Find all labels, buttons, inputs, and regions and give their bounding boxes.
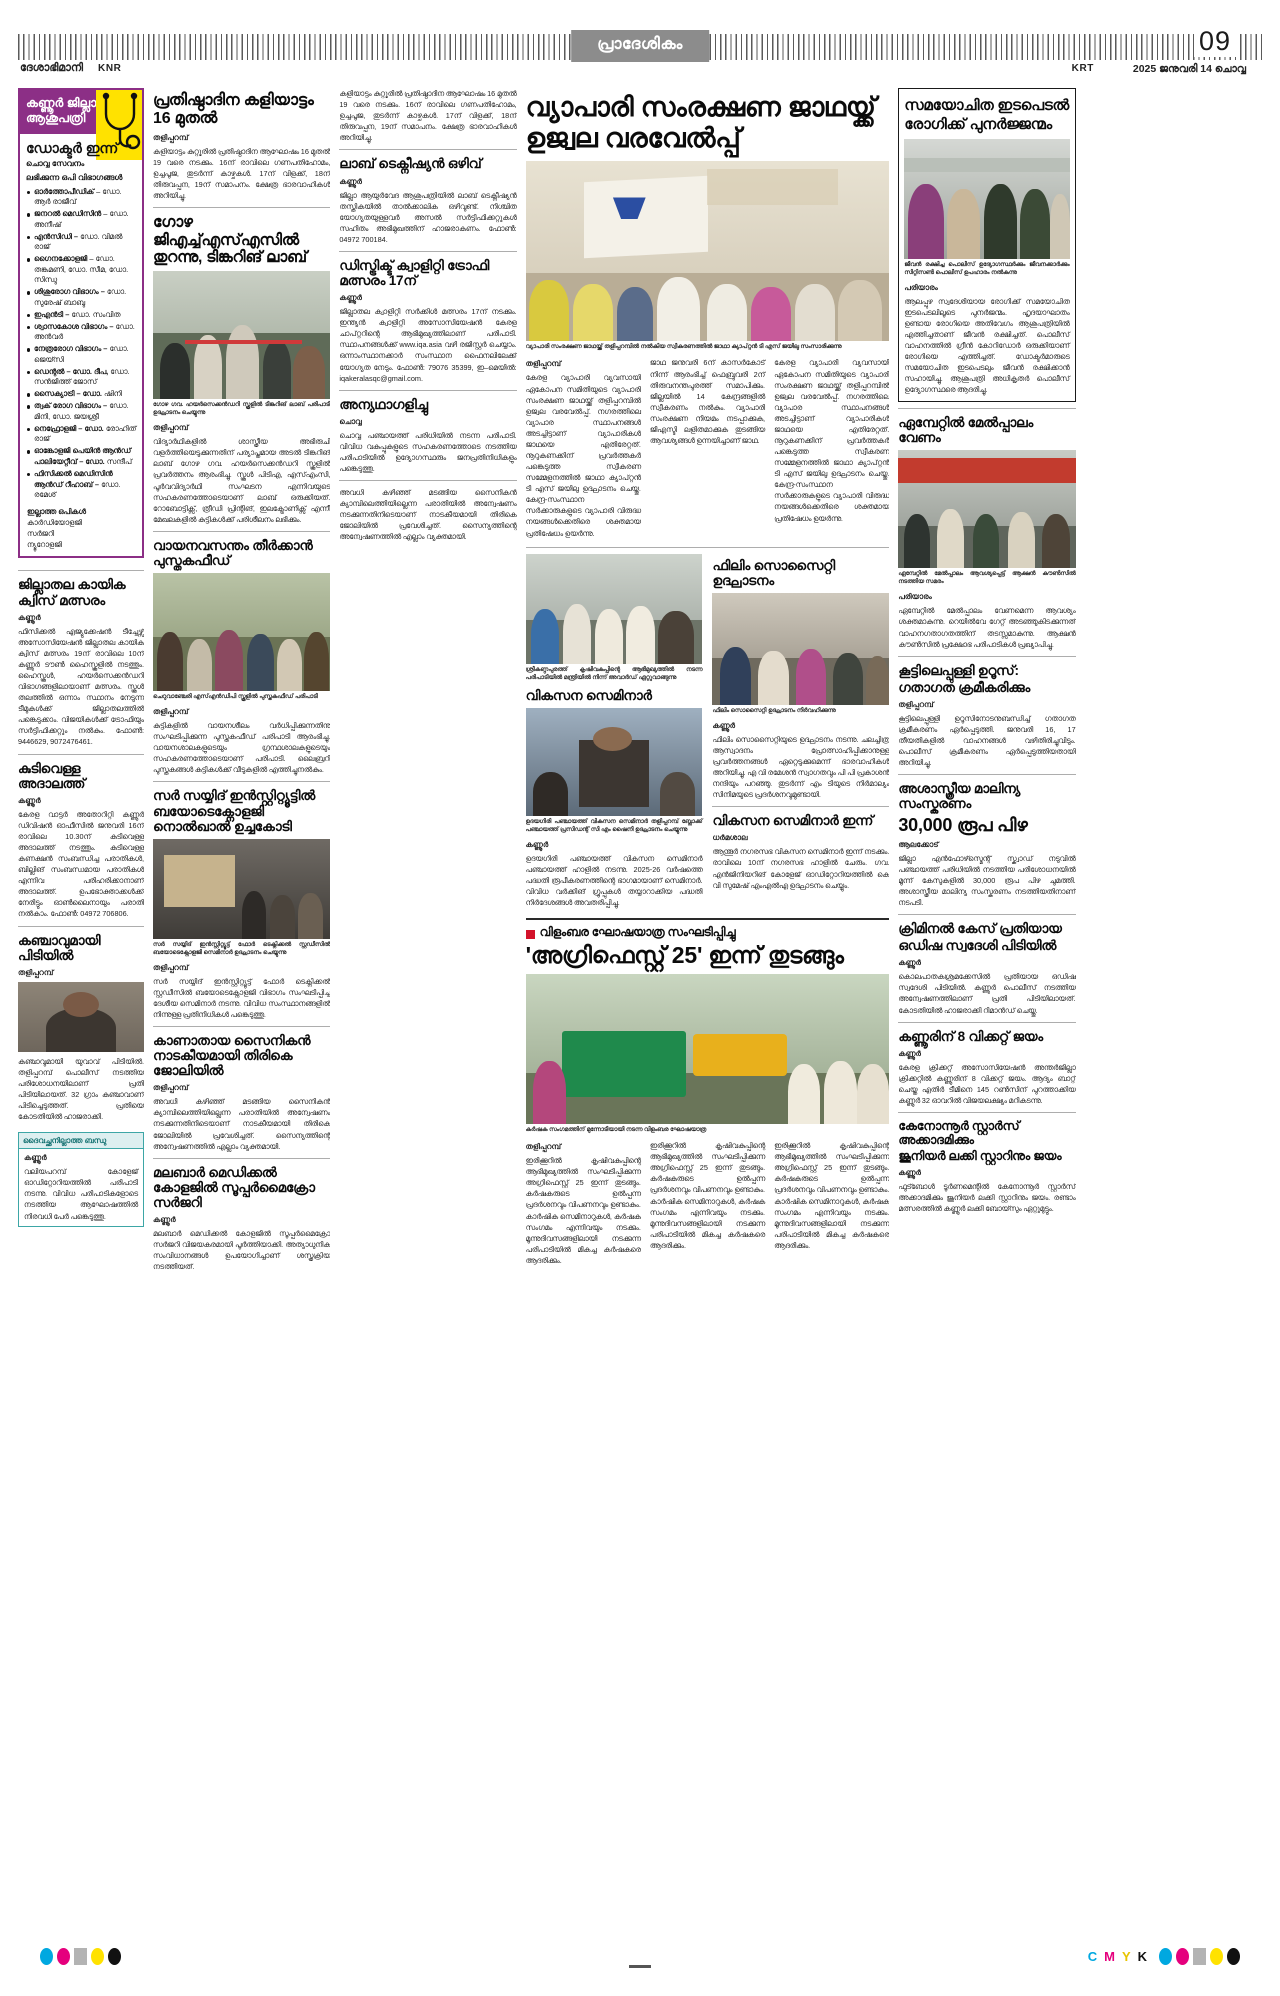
article-body: ആന്തൂർ നഗരസഭ വികസന സെമിനാർ ഇന്ന് നടക്കും. രാവിലെ 10ന് നഗരസഭ ഹാളിൽ ചേരും. ഗവ. എൻജിനിയറിങ് കോളേജ് ഓഡിറ്റോറിയത്തിൽ കെ വി സുമേഷ് എംഎൽഎ ഉദ്ഘാടനം ചെയ്യും. (712, 847, 890, 890)
article-photo (526, 554, 703, 664)
article-waste-fine (898, 781, 1075, 908)
doctor-box (18, 88, 144, 558)
article-quality-trophy (339, 258, 516, 384)
photo-caption: വ്യാപാരി സംരക്ഷണ ജാഥയ്ക്ക് തളിപ്പറമ്പിൽ നൽകിയ സ്വീകരണത്തിൽ ജാഥാ ക്യാപ്റ്റൻ ടി എസ് ജയിലു സംസാരിക്കുന്നു (525, 344, 842, 351)
notice-body: വലിയപറമ്പ് കോളേജ് ഓഡിറ്റോറിയത്തിൽ പരിപാടി നടന്നു. വിവിധ പരിപാടികളോടെ നടത്തിയ ആഘോഷത്തിൽ നിരവധി പേർ പങ്കെടുത്തു. (24, 1167, 138, 1221)
doctor-name: ഡോ. സൻജിത്ത് ജോസ് (34, 366, 130, 387)
content-grid (18, 88, 1262, 1878)
article-body: ഇരിക്കൂറിൽ കൃഷിവകുപ്പിന്റെ ആഭിമുഖ്യത്തിൽ സംഘടിപ്പിക്കുന്ന അഗ്രിഫെസ്റ്റ് 25 ഇന്ന് തുടങ്ങും. കർഷകരുടെ ഉൽപ്പന്ന പ്രദർശനവും വിപണനവും ഉണ്ടാകും. കാർഷിക സെമിനാറുകൾ, കർഷക സംഗമം എന്നിവയും നടക്കും. മൂന്നുദിവസങ്ങളിലായി നടക്കുന്ന പരിപാടിയിൽ മികച്ച കർഷകരെ ആദരിക്കും. (525, 1156, 641, 1265)
article-body: മലബാർ മെഡിക്കൽ കോളജിൽ സൂപ്പർമൈക്രോ സർജറി വിജയകരമായി പൂർത്തിയാക്കി. അത്യാധുനിക സംവിധാനങ്ങൾ ഉപയോഗിച്ചാണ് ശസ്ത്രക്രിയ നടത്തിയത്. (153, 1229, 331, 1272)
article-body: ചൊവ്വ പഞ്ചായത്ത് പരിധിയിൽ നടന്ന പരിപാടി. വിവിധ വകുപ്പുകളുടെ സഹകരണത്തോടെ നടത്തിയ പരിപാടിയിൽ ഉദ്യോഗസ്ഥരും ജനപ്രതിനിധികളും പങ്കെടുത്തു. (339, 430, 517, 473)
article-body: കേരള ക്രിക്കറ്റ് അസോസിയേഷൻ അന്തർജില്ലാ ക്രിക്കറ്റിൽ കണ്ണൂരിന് 8 വിക്കറ്റ് ജയം. ആദ്യം ബാറ്റ് ചെയ്ത എതിർ ടീമിനെ 145 റൺസിന് പുറത്താക്കിയ കണ്ണൂർ 32 ഓവറിൽ വിജയലക്ഷ്യം മറികടന്നു. (898, 1062, 1076, 1105)
color-dots-left (40, 1948, 121, 1965)
headline-line1: അശാസ്ത്രീയ മാലിന്യ സംസ്കരണം (898, 781, 1021, 812)
black-dot (108, 1948, 121, 1965)
list-item (27, 287, 137, 308)
article-supermicro-surgery (153, 1165, 330, 1273)
article-agrifest (526, 926, 890, 1266)
article-tinkering-lab (153, 214, 330, 525)
page-number: 09 (1194, 26, 1236, 57)
article-body: കുട്ടികളിൽ വായനശീലം വർധിപ്പിക്കുന്നതിനു സംഘടിപ്പിക്കുന്ന പുസ്തകഫീഡ് പരിപാടി ആരംഭിച്ചു. വായനശാലകളുടെയും ഗ്രന്ഥശാലകളുടെയും സഹകരണത്തോടെയാണ് പരിപാടി. ലൈബ്രറി പുസ്തകങ്ങൾ കുട്ടികൾക്ക് വീടുകളിൽ എത്തിച്ചുനൽകും. (153, 721, 331, 775)
letter-c: C (1087, 1949, 1098, 1964)
cyan-dot (1159, 1948, 1172, 1965)
divider (18, 926, 144, 927)
headline: കണ്ണൂരിന് 8 വിക്കറ്റ് ജയം (898, 1028, 1043, 1044)
notice-box-header: ദൈവച്ഛനില്ലാത്ത ബന്ധു (19, 1133, 143, 1149)
divider (898, 774, 1075, 775)
dateline: പരിയാരം (898, 592, 932, 602)
photo-caption: കർഷക സംഗമത്തിന് മുന്നോടിയായി നടന്ന വിളംബര ഘോഷയാത്ര (525, 1127, 707, 1134)
masthead-subline (18, 62, 1262, 78)
headline-line1: കൂട്ടിലെപ്പുള്ളി ഉറൂസ്: (898, 662, 1019, 678)
article-body: ഇരിക്കൂറിൽ കൃഷിവകുപ്പിന്റെ ആഭിമുഖ്യത്തിൽ സംഘടിപ്പിക്കുന്ന അഗ്രിഫെസ്റ്റ് 25 ഇന്ന് തുടങ്ങും. കർഷകരുടെ ഉൽപ്പന്ന പ്രദർശനവും വിപണനവും ഉണ്ടാകും. കാർഷിക സെമിനാറുകൾ, കർഷക സംഗമം എന്നിവയും നടക്കും. മൂന്നുദിവസങ്ങളിലായി നടക്കുന്ന പരിപാടിയിൽ മികച്ച കർഷകരെ ആദരിക്കും. (649, 1141, 766, 1250)
article-kaliyattam (153, 92, 330, 201)
article-body: കളിയാട്ടം കുറ്റൂരിൽ പ്രതിഷ്ഠാദിന ആഘോഷം 16 മുതൽ 19 വരെ നടക്കും. 16ന് രാവിലെ ഗണപതിഹോമം, ഉച്ചപൂജ, തുടർന്ന് കാഴ്ചകൾ. 17ന് വിളക്ക്, 18ന് തിരുവപ്പന, 19ന് സമാപനം. ക്ഷേത്ര ഭാരവാഹികൾ അറിയിച്ചു. (339, 89, 517, 143)
article-body: കഞ്ചാവുമായി യുവാവ് പിടിയിൽ. തളിപ്പറമ്പ് പൊലീസ് നടത്തിയ പരിശോധനയിലാണ് പ്രതി പിടിയിലായത്. 32 ഗ്രാം കഞ്ചാവാണ് പിടിച്ചെടുത്തത്. പ്രതിയെ കോടതിയിൽ ഹാജരാക്കി. (18, 1056, 144, 1122)
letter-k: K (1137, 1949, 1147, 1964)
dateline: ധർമശാല (712, 833, 748, 843)
divider (898, 408, 1075, 409)
headline-line2: ജൂനിയർ ലക്കി സ്റ്റാറിനും ജയം (898, 1149, 1062, 1164)
dateline: തളിപ്പറമ്പ് (153, 132, 189, 142)
divider (153, 207, 330, 208)
article-body: ഉദയഗിരി പഞ്ചായത്ത് വികസന സെമിനാർ പഞ്ചായത്ത് ഹാളിൽ നടന്നു. 2025-26 വർഷത്തെ പദ്ധതി രൂപീകരണത്തിന്റെ ഭാഗമായാണ് സെമിനാർ. വിവിധ വർക്കിങ് ഗ്രൂപ്പുകൾ തയ്യാറാക്കിയ പദ്ധതി നിർദേശങ്ങൾ അവതരിപ്പിച്ചു. (525, 853, 703, 907)
article-body: ഇരിക്കൂറിൽ കൃഷിവകുപ്പിന്റെ ആഭിമുഖ്യത്തിൽ സംഘടിപ്പിക്കുന്ന അഗ്രിഫെസ്റ്റ് 25 ഇന്ന് തുടങ്ങും. കർഷകരുടെ ഉൽപ്പന്ന പ്രദർശനവും വിപണനവും ഉണ്ടാകും. കാർഷിക സെമിനാറുകൾ, കർഷക സംഗമം എന്നിവയും നടക്കും. മൂന്നുദിവസങ്ങളിലായി നടക്കുന്ന പരിപാടിയിൽ മികച്ച കർഷകരെ ആദരിക്കും. (774, 1141, 890, 1250)
doctor-name: ഡോ. സുരേഷ് ബാബു (34, 287, 127, 307)
article-body: കേരള വ്യാപാരി വ്യവസായി ഏകോപന സമിതിയുടെ വ്യാപാരി സംരക്ഷണ ജാഥയ്ക്ക് തളിപ്പറമ്പിൽ ഉജ്വല വരവേൽപ്പ്. നഗരത്തിലെ വ്യാപാര സ്ഥാപനങ്ങൾ അടച്ചിട്ടാണ് വ്യാപാരികൾ ജാഥയെ എതിരേറ്റത്. നൂറുകണക്കിന് പ്രവർത്തകർ പങ്കെടുത്ത സ്വീകരണ സമ്മേളനത്തിൽ ജാഥാ ക്യാപ്റ്റൻ ടി എസ് ജയിലു ഉദ്ഘാടനം ചെയ്തു. കേന്ദ്ര-സംസ്ഥാന സർക്കാരുകളുടെ വ്യാപാരി വിരുദ്ധ നയങ്ങൾക്കെതിരെ ശക്തമായ പ്രതിഷേധം ഉയർന്നു. (525, 373, 641, 538)
doctor-sub-line1: ചൊവ്വ സേവനം (26, 159, 85, 168)
divider (898, 1022, 1075, 1023)
doctor-name: ഡോ. മിനി, ഡോ. ജയശ്രീ (34, 401, 129, 421)
dept-name: ത്വക് രോഗ വിഭാഗം – (34, 401, 108, 411)
section-chip: പ്രാദേശികം (571, 30, 709, 62)
doctor-name: ഷിനി (104, 389, 122, 399)
list-item (27, 469, 137, 501)
dateline: കണ്ണൂർ (339, 176, 362, 186)
notice-box (18, 1132, 144, 1226)
dept-name: നെഫ്രോളജി – ഡോ. (34, 423, 104, 433)
article-body: സർ സയ്യിദ് ഇൻസ്റ്റിറ്റ്യൂട്ട് ഫോർ ടെക്നിക്കൽ സ്റ്റഡീസിൽ ബയോടെക്നോളജി വിഭാഗം സംഘടിപ്പിച്ച ദേശീയ സെമിനാർ നടന്നു. വിവിധ സംസ്ഥാനങ്ങളിൽ നിന്നുള്ള പ്രതിനിധികൾ പങ്കെടുത്തു. (153, 976, 331, 1019)
article-football-win (898, 1119, 1075, 1214)
list-item (27, 389, 137, 400)
doctor-box-header (20, 90, 142, 134)
dateline: കണ്ണൂർ (18, 795, 41, 805)
yellow-dot (91, 1948, 104, 1965)
doctor-name: ഡോ. രമേശ് (34, 479, 121, 500)
red-square-marker (526, 930, 535, 939)
dateline: കണ്ണൂർ (898, 958, 921, 968)
article-body: കൂട്ടിലെപ്പുള്ളി ഉറൂസിനോടനുബന്ധിച്ച് ഗതാഗത ക്രമീകരണം ഏർപ്പെടുത്തി. ജനുവരി 16, 17 തീയതികളിൽ വാഹനങ്ങൾ വഴിതിരിച്ചുവിടും. പൊലീസ് ക്രമീകരണം ഏർപ്പെടുത്തിയതായി അറിയിച്ചു. (898, 713, 1076, 768)
list-item (27, 367, 137, 388)
dateline: കണ്ണൂർ (898, 1048, 921, 1058)
doctor-box-title-line1: കണ്ണൂർ ജില്ലാ (26, 96, 97, 110)
list-item (27, 322, 137, 343)
dept-name: ഗൈനക്കോളജി (34, 254, 88, 264)
article-overbridge (898, 415, 1075, 649)
article-body: ഫുട്ബോൾ ടൂർണമെന്റിൽ കേനോന്നൂർ സ്റ്റാർസ് അക്കാദമിക്കും ജൂനിയർ ലക്കി സ്റ്റാറിനും ജയം. രണ്ടാം മത്സരത്തിൽ കണ്ണൂർ ലക്കി ബോയ്സും ഏറ്റുമുട്ടും. (898, 1182, 1076, 1214)
article-body: കളിയാട്ടം കുറ്റൂരിൽ പ്രതിഷ്ഠാദിന ആഘോഷം 16 മുതൽ 19 വരെ നടക്കും. 16ന് രാവിലെ ഗണപതിഹോമം, ഉച്ചപൂജ, തുടർന്ന് കാഴ്ചകൾ. 17ന് വിളക്ക്, 18ന് തിരുവപ്പന, 19ന് സമാപനം. ക്ഷേത്ര ഭാരവാഹികൾ അറിയിച്ചു. (153, 146, 331, 201)
photo-caption: ഏമ്പേറ്റിൽ മേൽപ്പാലം ആവശ്യപ്പെട്ട് ആക്ഷൻ കൗൺസിൽ നടത്തിയ സമരം (898, 571, 1076, 586)
article-body: ഫിസിക്കൽ എജ്യുക്കേഷൻ ടീച്ചേഴ്സ് അസോസിയേഷൻ ജില്ലാതല കായിക ക്വിസ് മത്സരം 19ന് രാവിലെ 10ന് കണ്ണൂർ ടൗൺ ഹൈസ്കൂളിൽ നടത്തും. ഹൈസ്കൂൾ, ഹയർസെക്കൻഡറി വിഭാഗങ്ങളിലായാണ് മത്സരം. സ്കൂൾ തലത്തിൽ ഒന്നാം സ്ഥാനം നേടുന്ന ടീമുകൾക്ക് ജില്ലാതലത്തിൽ പങ്കെടുക്കാം. വിജയികൾക്ക് ട്രോഫിയും സർട്ടിഫിക്കറ്റും നൽകും. ഫോൺ: 9446629, 9072476461. (18, 626, 144, 747)
dateline: തളിപ്പറമ്പ് (525, 1142, 562, 1152)
list-item (27, 310, 137, 321)
headline: വായനവസന്തം തീർക്കാൻ പുസ്തകഫീഡ് (153, 537, 313, 568)
dept-name: ഫിസിക്കൽ മെഡിസിൻ ആൻഡ് റീഹാബ് – (34, 468, 113, 489)
article-body: ജില്ലാ എൻഫോഴ്സ്മെന്റ് സ്ക്വാഡ് നടുവിൽ പഞ്ചായത്ത് പരിധിയിൽ നടത്തിയ പരിശോധനയിൽ മൂന്ന് കേസുകളിൽ 30,000 രൂപ പിഴ ചുമത്തി. അശാസ്ത്രീയ മാലിന്യ സംസ്കരണം നടത്തിയതിനാണ് നടപടി. (898, 853, 1076, 907)
photo-caption: സർ സയ്യിദ് ഇൻസ്റ്റിറ്റ്യൂട്ട് ഫോർ ടെക്നിക്കൽ സ്റ്റഡീസിൽ ബയോടെക്നോളജി സെമിനാർ ഉദ്ഘാടനം ചെയ്യുന്നു (153, 941, 331, 956)
headline: വികസന സെമിനാർ (525, 687, 652, 703)
cyan-dot (40, 1948, 53, 1965)
article-biotech-summit (153, 788, 330, 1020)
article-col3-continuation (339, 88, 516, 143)
doctor-department-list (20, 187, 142, 501)
doctor-box-title-line2: ആശുപത്രി (26, 110, 86, 125)
brand-name: ദേശാഭിമാനി (20, 62, 84, 74)
photo-caption: ഉദയഗിരി പഞ്ചായത്ത് വികസന സെമിനാർ തളിപ്പറമ്പ് ബ്ലോക്ക് പഞ്ചായത്ത് പ്രസിഡന്റ് സി എം ഷൈനി ഉദ്ഘാടനം ചെയ്യുന്നു (525, 818, 703, 833)
dateline: കണ്ണൂർ (18, 612, 41, 622)
dept-name: ശ്വാസകോശ വിഭാഗം – (34, 321, 114, 331)
article-uroos-traffic (898, 663, 1075, 769)
article-body: കേരള വ്യാപാരി വ്യവസായി ഏകോപന സമിതിയുടെ വ്യാപാരി സംരക്ഷണ ജാഥയ്ക്ക് തളിപ്പറമ്പിൽ ഉജ്വല വരവേൽപ്പ്. നഗരത്തിലെ വ്യാപാര സ്ഥാപനങ്ങൾ അടച്ചിട്ടാണ് വ്യാപാരികൾ ജാഥയെ എതിരേറ്റത്. നൂറുകണക്കിന് പ്രവർത്തകർ പങ്കെടുത്ത സ്വീകരണ സമ്മേളനത്തിൽ ജാഥാ ക്യാപ്റ്റൻ ടി എസ് ജയിലു ഉദ്ഘാടനം ചെയ്തു. കേന്ദ്ര-സംസ്ഥാന സർക്കാരുകളുടെ വ്യാപാരി വിരുദ്ധ നയങ്ങൾക്കെതിരെ ശക്തമായ പ്രതിഷേധം ഉയർന്നു. (774, 358, 890, 523)
dept-name: ഡെന്റൽ – ഡോ. ദീപ, (34, 366, 109, 376)
dateline: ആലക്കോട് (898, 839, 939, 849)
divider (339, 251, 516, 252)
article-body: ഫിലിം സൊസൈറ്റിയുടെ ഉദ്ഘാടനം നടന്നു. ചലച്ചിത്ര ആസ്വാദനം പ്രോത്സാഹിപ്പിക്കാനുള്ള പ്രവർത്തനങ്ങൾ ഏറ്റെടുക്കുമെന്ന് ഭാരവാഹികൾ അറിയിച്ചു. എ വി രമേശൻ സ്വാഗതവും പി പി പ്രകാശൻ നന്ദിയും പറഞ്ഞു. തുടർന്ന് എം ടിയുടെ നിർമാല്യം സിനിമയുടെ പ്രദർശനവുമുണ്ടായി. (712, 734, 890, 800)
newspaper-page (0, 28, 1280, 1996)
article-body: കൊലപാതകശ്രമക്കേസിൽ പ്രതിയായ ഒഡിഷ സ്വദേശി പിടിയിൽ. കണ്ണൂർ പൊലീസ് നടത്തിയ അന്വേഷണത്തിലാണ് പ്രതി പിടിയിലായത്. കോടതിയിൽ ഹാജരാക്കി റിമാൻഡ് ചെയ്തു. (898, 972, 1076, 1015)
doctor-name: – ഡോ. തങ്കമണി, ഡോ. സീമ, ഡോ. സിന്ധു (34, 254, 129, 285)
headline-line1: കേനോന്നൂർ സ്റ്റാർസ് അക്കാദമിക്കും (898, 1119, 1020, 1148)
headline: കാണാതായ സൈനികൻ നാടകീയമായി തിരികെ ജോലിയിൽ (153, 1033, 311, 1079)
doctor-name: രോഹിത് രാജ് (34, 423, 137, 444)
headline-line2: രോഗിക്ക് പുനർജ്ജന്മം (904, 115, 1052, 133)
list-item (27, 254, 137, 286)
dept-name: ശിശുരോഗ വിഭാഗം – (34, 287, 105, 297)
divider (339, 390, 516, 391)
headline: സർ സയ്യിദ് ഇൻസ്റ്റിറ്റ്യൂട്ടിൽ ബയോടെക്നോളജി നൊൽഖാൽ ഉച്ചകോടി (153, 788, 316, 834)
article-lab-technician-vacancy (339, 156, 516, 245)
article-soldier-return (153, 1033, 330, 1152)
gray-dot (1193, 1948, 1206, 1965)
dateline: തളിപ്പറമ്പ് (898, 699, 934, 709)
dateline: തളിപ്പറമ്പ് (153, 1083, 189, 1093)
article-photo (153, 573, 330, 691)
article-col3-extra (339, 487, 516, 542)
column-2 (153, 88, 330, 1878)
article-col3-misc (339, 397, 516, 474)
headline: കുടിവെള്ള അദാലത്ത് (18, 760, 86, 791)
doctor-name: ഡോ. അൻവർ (34, 321, 135, 342)
missing-item: സർജറി (27, 529, 55, 539)
article-ganja-arrest (18, 933, 144, 1123)
column-1 (18, 88, 144, 1878)
dateline: കണ്ണൂർ (525, 839, 549, 849)
column-6 (898, 88, 1075, 1878)
registration-marks (0, 1948, 1280, 1974)
lead-headline-line2: ഉജ്വല വരവേൽപ്പ് (525, 123, 741, 154)
article-body: ഏമ്പേറ്റിൽ മേൽപ്പാലം വേണമെന്ന ആവശ്യം ശക്തമാകുന്നു. റെയിൽവേ ഗേറ്റ് അടഞ്ഞുകിടക്കുന്നത് വാഹനഗതാഗതത്തിന് തടസ്സമാകുന്നു. ആക്ഷൻ കൗൺസിൽ പ്രക്ഷോഭ പരിപാടികൾ പ്രഖ്യാപിച്ചു. (898, 606, 1076, 649)
article-photo (153, 271, 330, 399)
dateline: കണ്ണൂർ (153, 1215, 176, 1225)
column-4 (526, 88, 890, 1878)
headline: ഗോഴ ജിഎച്ച്എസ്എസിൽ തുറന്നു, ടിങ്കറിങ് ലാബ് (153, 214, 307, 266)
divider (526, 547, 890, 548)
dept-name: ഓങ്കോളജി പെയിൻ ആൻഡ് പാലിയേറ്റീവ് – ഡോ. (34, 446, 132, 466)
lead-article (526, 92, 890, 539)
missing-title: ഇല്ലാത്ത ഒപികൾ (27, 507, 86, 517)
headline: ഫിലിം സൊസൈറ്റി ഉദ്ഘാടനം (712, 557, 835, 588)
agrifest-kicker: വിളംബര ഘോഷയാത്ര സംഘടിപ്പിച്ചു (539, 924, 736, 939)
list-item (27, 424, 137, 445)
divider (526, 918, 890, 920)
article-body: വിദ്യാർഥികളിൽ ശാസ്ത്രീയ അഭിരുചി വളർത്തിയെടുക്കുന്നതിന് പര്യാപ്തമായ അടൽ ടിങ്കറിങ് ലാബ് ഗോഴ ഗവ. ഹയർസെക്കൻഡറി സ്കൂളിൽ പ്രവർത്തനം ആരംഭിച്ചു. സ്കൂൾ പിടിഎ, എസ്എംസി, പൂർവവിദ്യാർഥി സംഘടന എന്നിവയുടെ സഹകരണത്തോടെയാണ് ലാബ് ഒരുക്കിയത്. റോബോട്ടിക്സ്, ത്രീഡി പ്രിന്റിങ്, ഇലക്ട്രോണിക്സ് എന്നീ മേഖലകളിൽ കുട്ടികൾക്ക് പരിശീലനം ലഭിക്കും. (153, 437, 331, 524)
headline: വികസന സെമിനാർ ഇന്ന് (712, 813, 874, 829)
headline: കഞ്ചാവുമായി പിടിയിൽ (18, 932, 101, 963)
article-photo (153, 839, 330, 939)
lead-photo (526, 161, 890, 341)
dateline: കണ്ണൂർ (24, 1153, 47, 1163)
headline: 'അഗ്രിഫെസ്റ്റ് 25' ഇന്ന് തുടങ്ങും (525, 942, 844, 969)
yellow-dot (1210, 1948, 1223, 1965)
headline: മലബാർ മെഡിക്കൽ കോളജിൽ സൂപ്പർമൈക്രോ സർജറി (153, 1164, 315, 1210)
headline-line2: ഒഡിഷ സ്വദേശി പിടിയിൽ (898, 938, 1057, 954)
doctor-sub-line2: ലഭിക്കുന്ന ഒപി വിഭാഗങ്ങൾ (26, 172, 123, 182)
article-body: ജാഥ ജനുവരി 6ന് കാസർകോട് നിന്ന് ആരംഭിച്ച് ഫെബ്രുവരി 2ന് തിരുവനന്തപുരത്ത് സമാപിക്കും. ജില്ലയിൽ 14 കേന്ദ്രങ്ങളിൽ സ്വീകരണം നൽകും. വ്യാപാരി സംരക്ഷണ നിയമം നടപ്പാക്കുക, ജിഎസ്ടി ലളിതമാക്കുക തുടങ്ങിയ ആവശ്യങ്ങൾ ഉന്നയിച്ചാണ് ജാഥ. (649, 358, 766, 445)
headline: ഡിസ്ട്രിക്ട് ക്വാളിറ്റി ട്രോഫി മത്സരം 17ന് (339, 257, 490, 288)
dateline: കണ്ണൂർ (898, 1168, 921, 1178)
article-quiz (18, 577, 144, 747)
headline: ഏമ്പേറ്റിൽ മേൽപ്പാലം വേണം (898, 415, 1034, 446)
divider (339, 480, 516, 481)
article-seminar-today (712, 813, 889, 890)
dateline: ചൊവ്വ (339, 416, 362, 426)
dateline: തളിപ്പറമ്പ് (18, 967, 54, 977)
doctor-name: ഡോ. വിമൽ രാജ് (34, 231, 123, 252)
article-body: അവധി കഴിഞ്ഞ് മടങ്ങിയ സൈനികൻ ക്യാമ്പിലെത്തിയില്ലെന്ന പരാതിയിൽ അന്വേഷണം നടക്കുന്നതിനിടെയാണ് നാടകീയമായി തിരികെ ജോലിയിൽ പ്രവേശിച്ചത്. സൈന്യത്തിന്റെ അന്വേഷണത്തിൽ എല്ലാം വ്യക്തമായി. (153, 1097, 331, 1151)
gray-dot (74, 1948, 87, 1965)
headline: ലാബ് ടെക്നീഷ്യൻ ഒഴിവ് (339, 156, 482, 172)
divider (153, 1026, 330, 1027)
doctor-missing-section (20, 502, 142, 550)
magenta-dot (57, 1948, 70, 1965)
doctor-name: – ഡോ. അനീഷ് (34, 209, 129, 229)
list-item (27, 232, 137, 253)
letter-y: Y (1121, 1949, 1131, 1964)
magenta-dot (1176, 1948, 1189, 1965)
dateline: പരിയാരം (904, 282, 938, 292)
dept-name: ഓർത്തോപീഡിക് (34, 186, 95, 196)
divider (712, 806, 889, 807)
article-photo (526, 974, 890, 1124)
article-body: ജില്ലാതല ക്വാളിറ്റി സർക്കിൾ മത്സരം 17ന് നടക്കും. ഇന്ത്യൻ ക്വാളിറ്റി അസോസിയേഷൻ കേരള ചാപ്റ്ററിന്റെ ആഭിമുഖ്യത്തിലാണ് പരിപാടി. സ്ഥാപനങ്ങൾക്ക് www.iqa.asia വഴി രജിസ്റ്റർ ചെയ്യാം. ഒന്നാംസ്ഥാനക്കാർ സംസ്ഥാന ഫൈനലിലേക്ക് യോഗ്യത നേടും. ഫോൺ: 79076 35399, ഇ–മെയിൽ: iqakeralasqc@gmail.com. (339, 307, 517, 383)
photo-caption: ജീവൻ രക്ഷിച്ച പൊലീസ് ഉദ്യോഗസ്ഥർക്കും ജീവനക്കാർക്കും സിറ്റിസൺ പൊലീസ് ഉപഹാരം നൽകുന്നു (904, 261, 1070, 276)
article-patient-rebirth (898, 88, 1075, 402)
dateline: കണ്ണൂർ (339, 293, 362, 303)
article-photo (898, 450, 1075, 568)
list-item (27, 446, 137, 467)
dateline: തളിപ്പറമ്പ് (525, 359, 562, 369)
list-item (27, 209, 137, 230)
headline: പ്രതിഷ്ഠാദിന കളിയാട്ടം 16 മുതൽ (153, 92, 314, 127)
doctor-name: ഡോ. ജെയ്സി (34, 344, 129, 364)
dept-name: എൻസിഡി – (34, 231, 79, 241)
color-dots-right (1088, 1948, 1240, 1965)
cmyk-letters (1088, 1949, 1147, 1964)
masthead (18, 28, 1262, 76)
divider (18, 570, 144, 571)
doctor-name: – ഡോ. ആർ രാജീവ് (34, 186, 122, 207)
article-photo (18, 982, 144, 1052)
divider (153, 1158, 330, 1159)
article-film-society (712, 558, 889, 801)
article-photo (904, 139, 1069, 259)
article-cricket-win (898, 1029, 1075, 1106)
article-book-feed (153, 538, 330, 776)
dept-name: ജനറൽ മെഡിസിൻ (34, 209, 102, 219)
divider (898, 914, 1075, 915)
headline-line2: 30,000 രൂപ പിഴ (898, 814, 1028, 835)
doctor-name: ഡോ. സംവിത (71, 309, 121, 319)
dateline: കണ്ണൂർ (712, 720, 736, 730)
article-body: ജില്ലാ ആയുർവേദ ആശുപത്രിയിൽ ലാബ് ടെക്നീഷ്യൻ തസ്തികയിൽ താൽക്കാലിക ഒഴിവുണ്ട്. നിശ്ചിത യോഗ്യതയുള്ളവർ അസൽ സർട്ടിഫിക്കറ്റുകൾ സഹിതം അഭിമുഖത്തിന് ഹാജരാകണം. ഫോൺ: 04972 700184. (339, 190, 517, 244)
divider (153, 781, 330, 782)
photo-caption: ചെറുവാഞ്ചേരി എസ്എൻഡിപി സ്കൂളിൽ പുസ്തകഫീഡ് പരിപാടി (153, 694, 318, 701)
article-body: കേരള വാട്ടർ അതോറിറ്റി കണ്ണൂർ ഡിവിഷൻ ഓഫീസിൽ ജനുവരി 16ന് രാവിലെ 10.30ന് കുടിവെള്ള അദാലത്ത് നടത്തും. കുടിവെള്ള കണക്ഷൻ സംബന്ധിച്ച പരാതികൾ, ബില്ലിങ് സംബന്ധമായ പരാതികൾ എന്നിവ പരിഹരിക്കാനാണ് അദാലത്ത്. ഉപഭോക്താക്കൾക്ക് നേരിട്ടും ഓൺലൈനായും പരാതി നൽകാം. ഫോൺ: 04972 706806. (18, 809, 144, 919)
headline-line1: സമയോചിത ഇടപെടൽ (904, 97, 1070, 114)
dept-name: നേത്രരോഗ വിഭാഗം – (34, 344, 108, 354)
article-development-seminar (526, 688, 703, 908)
headline-line1: ക്രിമിനൽ കേസ് പ്രതിയായ (898, 921, 1062, 937)
list-item (27, 344, 137, 365)
photo-caption: ശ്രീകണ്ഠപുരത്ത് കൃഷിവകുപ്പിന്റെ ആഭിമുഖ്യത്തിൽ നടന്ന പരിപാടിയിൽ മന്ത്രിയിൽ നിന്ന് അവാർഡ് ഏറ്റുവാങ്ങുന്നു (525, 666, 703, 681)
headline-line2: ഗതാഗത ക്രമീകരിക്കും (898, 679, 1031, 695)
article-photo (526, 708, 703, 816)
article-body: ആലപ്പുഴ സ്വദേശിയായ രോഗിക്ക് സമയോചിത ഇടപെടലിലൂടെ പുനർജന്മം. ഹൃദയാഘാതം ഉണ്ടായ രോഗിയെ അതിവേഗം ആശുപത്രിയിൽ എത്തിച്ചതാണ് ജീവൻ രക്ഷിച്ചത്. പൊലീസ് വാഹനത്തിൽ ഗ്രീൻ കോറിഡോർ ഒരുക്കിയാണ് രോഗിയെ എത്തിച്ചത്. ഡോക്ടർമാരുടെ സമയോചിത ഇടപെടലും ജീവൻ രക്ഷിക്കാൻ സഹായിച്ചു. ആശുപത്രി അധികൃതർ പൊലീസ് ഉദ്യോഗസ്ഥരെ ആദരിച്ചു. (904, 296, 1070, 395)
photo-caption: ഫിലിം സൊസൈറ്റി ഉദ്ഘാടനം നിർവഹിക്കുന്നു (712, 707, 836, 714)
doctor-name: സന്ദീപ് (106, 456, 132, 466)
photo-caption: ഗോഴ ഗവ. ഹയർസെക്കൻഡറി സ്കൂളിൽ ടിങ്കറിങ് ലാബ് പരിപാടി ഉദ്ഘാടനം ചെയ്യുന്നു (153, 402, 331, 417)
divider (18, 754, 144, 755)
list-item (27, 187, 137, 208)
article-water-adalat (18, 761, 144, 920)
article-photo (712, 593, 889, 705)
krt-code: KRT (1071, 63, 1094, 74)
divider (153, 531, 330, 532)
divider (898, 656, 1075, 657)
column-3 (339, 88, 516, 1878)
divider (339, 149, 516, 150)
edition-code: KNR (98, 63, 122, 74)
dateline: തളിപ്പറമ്പ് (153, 423, 189, 433)
divider (898, 1112, 1075, 1113)
headline: അന്യഥാഗളിച്ചു (339, 396, 428, 412)
lead-headline-line1: വ്യാപാരി സംരക്ഷണ ജാഥയ്ക്ക് (525, 92, 876, 122)
black-dot (1227, 1948, 1240, 1965)
article-criminal-arrest (898, 921, 1075, 1016)
letter-m: M (1104, 1949, 1115, 1964)
publication-date: 2025 ജനുവരി 14 ചൊവ്വ (1132, 63, 1246, 75)
missing-item: ന്യൂറോളജി (27, 540, 62, 550)
missing-item: കാർഡിയോളജി (27, 518, 82, 528)
headline: ജില്ലാതല കായിക ക്വിസ് മത്സരം (18, 577, 126, 608)
doctor-today-title: ഡോക്ടർ ഇന്ന് (26, 140, 119, 156)
dept-name: ഇഎൻടി – (34, 309, 70, 319)
article-body: അവധി കഴിഞ്ഞ് മടങ്ങിയ സൈനികൻ ക്യാമ്പിലെത്തിയില്ലെന്ന പരാതിയിൽ അന്വേഷണം നടക്കുന്നതിനിടെയാണ് നാടകീയമായി തിരികെ ജോലിയിൽ പ്രവേശിച്ചത്. സൈന്യത്തിന്റെ അന്വേഷണത്തിൽ എല്ലാം വ്യക്തമായി. (339, 488, 517, 542)
dept-name: സൈക്യാട്രി – ഡോ. (34, 389, 102, 399)
list-item (27, 401, 137, 422)
dateline: തളിപ്പറമ്പ് (153, 962, 189, 972)
dateline: തളിപ്പറമ്പ് (153, 707, 189, 717)
